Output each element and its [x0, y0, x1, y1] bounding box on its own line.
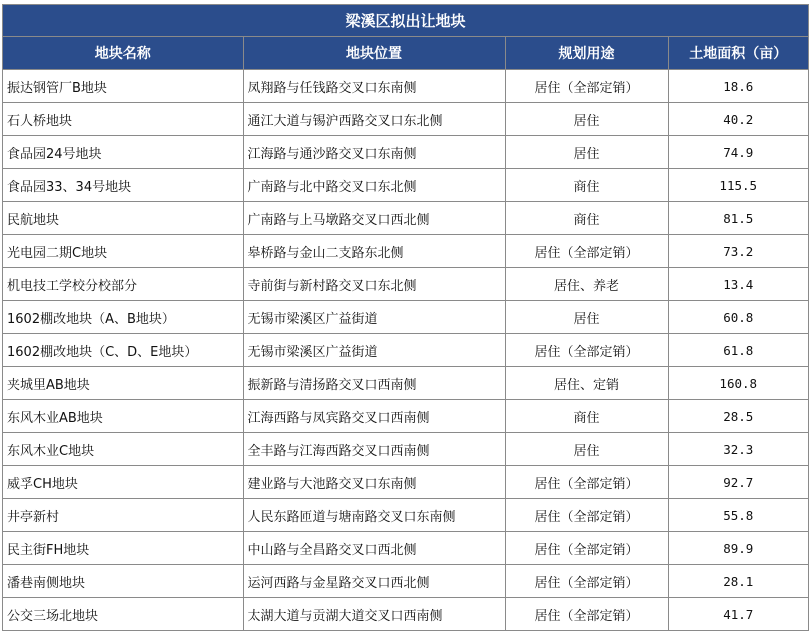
cell-planned-use: 居住 [505, 103, 668, 136]
table-row [3, 598, 808, 631]
cell-land-area: 28.5 [668, 400, 808, 433]
cell-parcel-name: 1602棚改地块（C、D、E地块） [3, 334, 243, 367]
cell-parcel-location: 振新路与清扬路交叉口西南侧 [243, 367, 505, 400]
cell-land-area: 115.5 [668, 169, 808, 202]
land-parcel-table-container [2, 4, 809, 631]
table-row [3, 466, 808, 499]
cell-planned-use: 居住（全部定销） [505, 70, 668, 103]
header-parcel-location: 地块位置 [243, 37, 505, 70]
table-row [3, 268, 808, 301]
cell-parcel-name: 东风木业C地块 [3, 433, 243, 466]
cell-parcel-location: 寺前街与新村路交叉口东北侧 [243, 268, 505, 301]
table-row [3, 169, 808, 202]
cell-land-area: 160.8 [668, 367, 808, 400]
cell-planned-use: 商住 [505, 169, 668, 202]
cell-planned-use: 居住 [505, 136, 668, 169]
cell-land-area: 41.7 [668, 598, 808, 631]
cell-parcel-name: 民主街FH地块 [3, 532, 243, 565]
table-body [3, 70, 808, 631]
cell-land-area: 60.8 [668, 301, 808, 334]
header-planned-use: 规划用途 [505, 37, 668, 70]
cell-parcel-location: 江海路与通沙路交叉口东南侧 [243, 136, 505, 169]
cell-parcel-name: 井亭新村 [3, 499, 243, 532]
cell-land-area: 32.3 [668, 433, 808, 466]
cell-parcel-location: 广南路与北中路交叉口东北侧 [243, 169, 505, 202]
cell-parcel-name: 公交三场北地块 [3, 598, 243, 631]
cell-parcel-name: 振达钢管厂B地块 [3, 70, 243, 103]
table-row [3, 367, 808, 400]
table-row [3, 235, 808, 268]
cell-planned-use: 居住（全部定销） [505, 466, 668, 499]
cell-planned-use: 居住（全部定销） [505, 565, 668, 598]
land-parcel-table [3, 37, 808, 630]
header-parcel-name: 地块名称 [3, 37, 243, 70]
table-row [3, 202, 808, 235]
cell-parcel-name: 石人桥地块 [3, 103, 243, 136]
cell-land-area: 92.7 [668, 466, 808, 499]
cell-land-area: 73.2 [668, 235, 808, 268]
table-row [3, 499, 808, 532]
cell-parcel-location: 人民东路匝道与塘南路交叉口东南侧 [243, 499, 505, 532]
cell-planned-use: 居住（全部定销） [505, 499, 668, 532]
cell-planned-use: 居住 [505, 301, 668, 334]
cell-land-area: 81.5 [668, 202, 808, 235]
cell-parcel-location: 运河西路与金星路交叉口西北侧 [243, 565, 505, 598]
cell-parcel-location: 无锡市梁溪区广益街道 [243, 301, 505, 334]
cell-parcel-location: 建业路与大池路交叉口东南侧 [243, 466, 505, 499]
cell-land-area: 28.1 [668, 565, 808, 598]
cell-parcel-location: 太湖大道与贡湖大道交叉口西南侧 [243, 598, 505, 631]
cell-land-area: 13.4 [668, 268, 808, 301]
table-row [3, 301, 808, 334]
cell-parcel-name: 民航地块 [3, 202, 243, 235]
cell-parcel-location: 凤翔路与任钱路交叉口东南侧 [243, 70, 505, 103]
cell-parcel-name: 食品园24号地块 [3, 136, 243, 169]
table-row [3, 400, 808, 433]
cell-parcel-location: 无锡市梁溪区广益街道 [243, 334, 505, 367]
table-row [3, 433, 808, 466]
cell-planned-use: 居住（全部定销） [505, 334, 668, 367]
table-row [3, 103, 808, 136]
cell-planned-use: 居住、定销 [505, 367, 668, 400]
cell-parcel-name: 东风木业AB地块 [3, 400, 243, 433]
cell-parcel-name: 食品园33、34号地块 [3, 169, 243, 202]
cell-parcel-name: 威孚CH地块 [3, 466, 243, 499]
table-row [3, 565, 808, 598]
cell-planned-use: 居住、养老 [505, 268, 668, 301]
table-title: 梁溪区拟出让地块 [3, 5, 808, 37]
table-row [3, 532, 808, 565]
cell-parcel-location: 全丰路与江海西路交叉口西南侧 [243, 433, 505, 466]
cell-parcel-location: 中山路与全昌路交叉口西北侧 [243, 532, 505, 565]
cell-land-area: 40.2 [668, 103, 808, 136]
cell-parcel-location: 江海西路与凤宾路交叉口西南侧 [243, 400, 505, 433]
cell-parcel-name: 机电技工学校分校部分 [3, 268, 243, 301]
cell-parcel-location: 广南路与上马墩路交叉口西北侧 [243, 202, 505, 235]
cell-parcel-location: 通江大道与锡沪西路交叉口东北侧 [243, 103, 505, 136]
table-row [3, 70, 808, 103]
cell-planned-use: 居住 [505, 433, 668, 466]
cell-planned-use: 商住 [505, 202, 668, 235]
cell-parcel-name: 光电园二期C地块 [3, 235, 243, 268]
table-row [3, 334, 808, 367]
cell-planned-use: 居住（全部定销） [505, 532, 668, 565]
cell-land-area: 89.9 [668, 532, 808, 565]
cell-parcel-name: 潘巷南侧地块 [3, 565, 243, 598]
cell-planned-use: 居住（全部定销） [505, 235, 668, 268]
cell-land-area: 74.9 [668, 136, 808, 169]
table-row [3, 136, 808, 169]
cell-land-area: 18.6 [668, 70, 808, 103]
cell-land-area: 55.8 [668, 499, 808, 532]
cell-parcel-name: 夹城里AB地块 [3, 367, 243, 400]
cell-parcel-name: 1602棚改地块（A、B地块） [3, 301, 243, 334]
cell-parcel-location: 皋桥路与金山二支路东北侧 [243, 235, 505, 268]
cell-land-area: 61.8 [668, 334, 808, 367]
header-row [3, 37, 808, 70]
cell-planned-use: 商住 [505, 400, 668, 433]
header-land-area: 土地面积（亩） [668, 37, 808, 70]
cell-planned-use: 居住（全部定销） [505, 598, 668, 631]
